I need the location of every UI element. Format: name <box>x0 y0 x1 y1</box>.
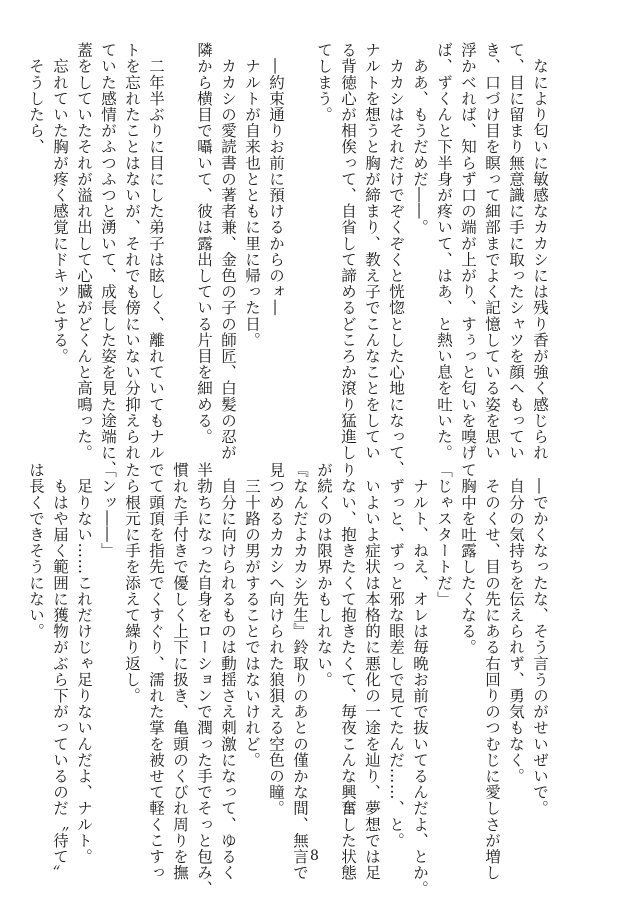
text-line: が続くのは限界かもしれない。 <box>315 462 333 688</box>
text-line: そうしたら、 <box>27 42 45 155</box>
text-line: ていた感情がふつふつと湧いて、成長した姿を見た途端に、 <box>99 42 117 477</box>
text-line: てしまう。 <box>315 42 333 123</box>
text-line: 「ンッ――」 <box>99 462 117 559</box>
text-line: トを忘れたことはないが、それでも傍にいない分抑えられ <box>123 42 141 461</box>
text-line: ずっと、ずっと邪な眼差しで見てたんだ……、と。 <box>387 462 405 849</box>
text-line: ―約束通りお前に預けるからのォ― <box>267 42 285 316</box>
text-line: ナルト、ねえ、オレは毎晩お前で抜いてるんだよ、とか。 <box>411 462 429 897</box>
page-number: 8 <box>310 848 319 864</box>
text-line: 半勃ちになった自身をローションで潤った手でそっと包み、 <box>195 462 213 897</box>
text-line: でて頭頂を指先でくすぐり、濡れた掌を被せて軽くこすっ <box>147 462 165 881</box>
text-line: ナルトが自来也とともに里に帰った日。 <box>243 42 261 348</box>
text-line: 「じゃスタートだ」 <box>435 462 453 607</box>
text-line: ナルトを想うと胸が締まり、教え子でこんなことをしてい <box>363 42 381 461</box>
text-line: は長くできそうにない。 <box>27 462 45 640</box>
text-line: る背徳心が相俟って、自省して諦めるどころか滾り猛進し <box>339 42 357 461</box>
text-line: カカシの愛読書の著者兼、金色の子の師匠、白髪の忍が <box>219 42 237 461</box>
text-line: 三十路の男がすることではないけれど。 <box>243 462 261 768</box>
text-line: 慣れた手付きで優しく上下に扱き、亀頭のくびれ周りを撫 <box>171 462 189 881</box>
text-line: ああ、もうだめだ――。 <box>411 42 429 236</box>
text-line: て胸中を吐露したくなる。 <box>459 462 477 656</box>
text-line: 浮かべれば、知らず口の端が上がり、すぅっと匂いを嗅げ <box>459 42 477 461</box>
text-line: 足りない……これだけじゃ足りないんだよ、ナルト。 <box>75 462 93 865</box>
text-line: ―でかくなったな、そう言うのがせいぜいで。 <box>531 462 549 817</box>
text-line: 隣から横目で囁いて、彼は露出している片目を細める。 <box>195 42 213 445</box>
text-line: りない、抱きたくて抱きたくて、毎夜こんな興奮した状態 <box>339 462 357 881</box>
text-line: 二年半ぶりに目にした弟子は眩しく、離れていてもナル <box>147 42 165 461</box>
text-line: なにより匂いに敏感なカカシには残り香が強く感じられ <box>531 42 549 461</box>
text-line: ば、ずくんと下半身が疼いて、はあ、と熱い息を吐いた。 <box>435 42 453 461</box>
text-line: 見つめるカカシへ向けられた狼狽える空色の瞳。 <box>267 462 285 817</box>
text-line: カカシはそれだけでぞくぞくと恍惚とした心地になって、 <box>387 42 405 477</box>
text-line: て、目に留まり無意識に手に取ったシャツを顔へもってい <box>507 42 525 461</box>
text-line: 『なんだよカカシ先生』鈴取りのあとの僅かな間、無言で <box>291 462 309 881</box>
text-line: 忘れていた胸が疼く感覚にドキッとする。 <box>51 42 69 364</box>
text-line: き、口づけ目を瞑って細部までよく記憶している姿を思い <box>483 42 501 461</box>
text-block-top <box>27 42 552 477</box>
text-line: 自分の気持ちを伝えられず、勇気もなく。 <box>507 462 525 784</box>
text-line: 蓋をしていたそれが溢れ出して心臓がどくんと高鳴った。 <box>75 42 93 461</box>
blank-line <box>168 42 192 442</box>
text-line: たら根元に手を添えて繰り返し。 <box>123 462 141 704</box>
text-line: そのくせ、目の先にある右回りのつむじに愛しさが増し <box>483 462 501 881</box>
text-block-bottom <box>27 462 552 897</box>
text-line: もはや届く範囲に獲物がぶら下がっているのだ〝待て〟 <box>51 462 69 881</box>
blank-line <box>288 42 312 442</box>
text-line: いよいよ症状は本格的に悪化の一途を辿り、夢想では足 <box>363 462 381 881</box>
text-line: 自分に向けられるものは動揺さえ刺激になって、ゆるく <box>219 462 237 881</box>
